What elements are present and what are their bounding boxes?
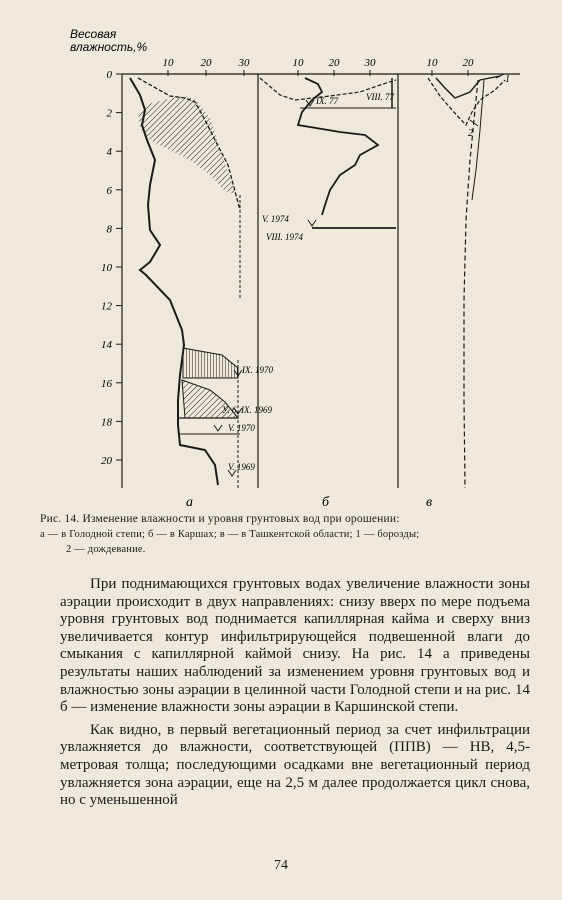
panel-a-label-4: V. 1969 xyxy=(228,462,255,472)
panel-b-moisture-tick-label: 30 xyxy=(364,57,376,69)
panel-a-label-3: V. 1970 xyxy=(228,423,255,433)
depth-tick-label: 8 xyxy=(106,223,112,236)
panel-b-moisture-tick-label: 20 xyxy=(328,57,340,69)
figure-caption xyxy=(40,512,540,557)
panel-a-moisture-tick-label: 10 xyxy=(162,57,174,69)
depth-tick-label: 4 xyxy=(106,146,112,159)
paragraph-1: При поднимающихся грунтовых водах увеличение влажности зоны аэрации происходит в двух направлениях: снизу вверх по мере подъема уровня грунтовых вод поднимается капиллярная кайма и сверху вниз увеличивается контур инфильтрирующейся подвешенной влаги до смыкания с капиллярной каймой снизу. На рис. 14 а приведены результаты наших наблюдений за изменением уровня грунтовых вод и влажностью зоны аэрации в целинной части Голодной степи и на рис. 14 б — изменение влажности зоны аэрации в Каршинской степи. xyxy=(60,576,530,716)
caption-line-2: а — в Голодной степи; б — в Каршах; в — в Ташкентской области; 1 — борозды; xyxy=(40,529,420,540)
panel-b-letter: б xyxy=(322,495,330,510)
depth-tick-label: 18 xyxy=(101,416,112,429)
depth-tick-label: 12 xyxy=(101,300,112,313)
depth-tick-label: 16 xyxy=(101,377,112,390)
caption-line-1: Рис. 14. Изменение влажности и уровня грунтовых вод при орошении: xyxy=(40,513,400,525)
panel-b-label-3: V. 1974 xyxy=(262,214,289,224)
panel-b-label-1: IX. 77 xyxy=(316,96,338,106)
depth-tick-label: 6 xyxy=(106,184,112,197)
panel-c-label-2: 2 xyxy=(468,128,473,139)
depth-tick-label: 14 xyxy=(101,339,112,352)
panel-c-profile-1 xyxy=(436,76,500,98)
panel-b-label-2: VIII. 77 xyxy=(366,92,394,102)
depth-tick-label: 10 xyxy=(101,262,112,274)
depth-tick-group xyxy=(101,69,122,467)
panel-a-curves xyxy=(130,78,242,488)
y-axis-label-line2: влажность,% xyxy=(70,40,148,54)
page-number: 74 xyxy=(274,858,288,873)
depth-tick-label: 20 xyxy=(101,455,112,467)
paragraph-2: Как видно, в первый вегетационный период за счет инфильтрации увлажняется до влажности, соответствующей (ППВ) — НВ, 4,5-метровая толща; последующими осадками вне вегетационный период увлажняется зона аэрации, еще на 2,5 м далее продолжается цикл снова, но с уменьшенной xyxy=(60,721,530,809)
panel-a-upper-hatch xyxy=(138,96,236,195)
panel-c-label-1: 1 xyxy=(505,74,510,85)
panel-c-profile-2 xyxy=(428,78,505,125)
caption-line-3: 2 — дождевание. xyxy=(66,544,146,555)
panel-a-letter: а xyxy=(186,495,193,510)
panel-c-letter: в xyxy=(426,495,433,510)
panel-a-label-2: У. 6. IX. 1969 xyxy=(222,405,272,415)
panel-a-moisture-tick-label: 30 xyxy=(238,57,250,69)
body-text xyxy=(60,576,530,810)
moisture-tick-group xyxy=(163,57,475,76)
panel-c-curves xyxy=(428,74,505,488)
panel-c-moisture-tick-label: 20 xyxy=(462,57,474,69)
depth-tick-label: 0 xyxy=(106,69,112,81)
panel-c-moisture-tick-label: 10 xyxy=(426,57,438,69)
panel-b-label-4: VIII. 1974 xyxy=(266,232,303,242)
depth-tick-label: 2 xyxy=(106,107,112,120)
panel-a-label-1: IX. 1970 xyxy=(242,365,273,375)
panel-a-moisture-tick-label: 20 xyxy=(200,57,212,69)
panel-a-hatch-1970 xyxy=(183,348,238,378)
y-axis-label-line1: Весовая xyxy=(70,27,117,41)
panel-b-moisture-tick-label: 10 xyxy=(292,57,304,69)
